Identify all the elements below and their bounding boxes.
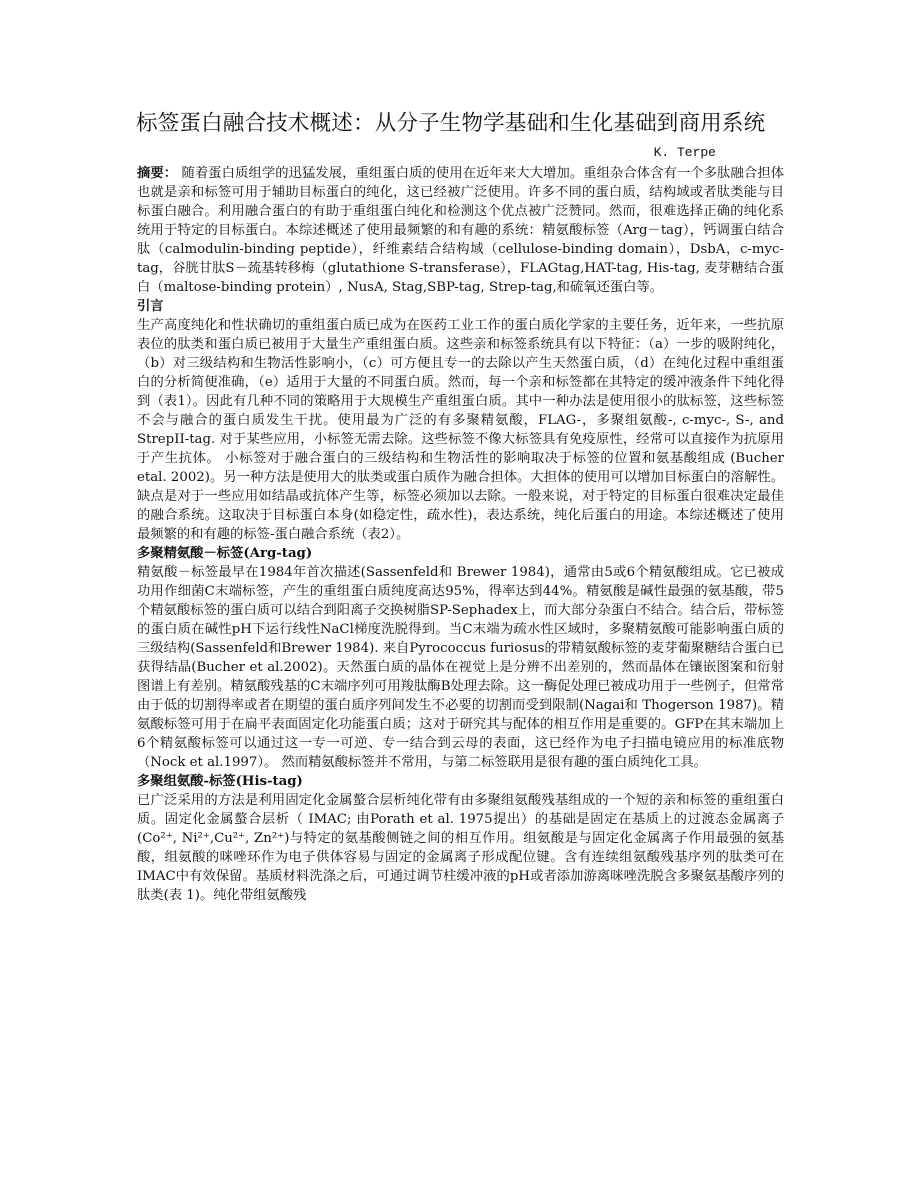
- intro-paragraph: 生产高度纯化和性状确切的重组蛋白质已成为在医药工业工作的蛋白质化学家的主要任务，近年来，一些抗原表位的肽类和蛋白质已被用于大量生产重组蛋白质。这些亲和标签系统具有以下特征：（a）一步的吸附纯化，（b）对三级结构和生物活性影响小，（c）可方便且专一的去除以产生天然蛋白质，（d）在纯化过程中重组蛋白的分析简便准确，（e）适用于大量的不同蛋白质。然而，每一个亲和标签都在其特定的缓冲液条件下纯化得到（表1）。因此有几种不同的策略用于大规模生产重组蛋白质。其中一种办法是使用很小的肽标签，这些标签不会与融合的蛋白质发生干扰。使用最为广泛的有多聚精氨酸，FLAG-，多聚组氨酸-, c-myc-, S-, and StrepII-tag. 对于某些应用，小标签无需去除。这些标签不像大标签具有免疫原性，经常可以直接作为抗原用于产生抗体。 小标签对于融合蛋白的三级结构和生物活性的影响取决于标签的位置和氨基酸组成 (Bucher etal. 2002)。另一种方法是使用大的肽类或蛋白质作为融合担体。大担体的使用可以增加目标蛋白的溶解性。缺点是对于一些应用如结晶或抗体产生等，标签必须加以去除。一般来说，对于特定的目标蛋白很难决定最佳的融合系统。这取决于目标蛋白本身(如稳定性，疏水性)，表达系统，纯化后蛋白的用途。本综述概述了使用最频繁的和有趣的标签-蛋白融合系统（表2）。: [137, 318, 784, 542]
- abstract-text: 随着蛋白质组学的迅猛发展，重组蛋白质的使用在近年来大大增加。重组杂合体含有一个多肽融合担体也就是亲和标签可用于辅助目标蛋白的纯化，这已经被广泛使用。许多不同的蛋白质，结构域或者肽类能与目标蛋白融合。利用融合蛋白的有助于重组蛋白纯化和检测这个优点被广泛赞同。然而，很难选择正确的纯化系统用于特定的目标蛋白。本综述概述了使用最频繁的和有趣的系统：精氨酸标签（Arg－tag），钙调蛋白结合肽（calmodulin-binding peptide），纤维素结合结构域（cellulose-binding domain），DsbA，c-myc-tag，谷胱甘肽S－巯基转移梅（glutathione S-transferase），FLAGtag,HAT-tag, His-tag, 麦芽糖结合蛋白（maltose-binding protein）, NusA, Stag,SBP-tag, Strep-tag,和硫氧还蛋白等。: [137, 166, 785, 295]
- arg-tag-heading: 多聚精氨酸－标签(Arg-tag): [137, 546, 313, 561]
- his-tag-heading: 多聚组氨酸-标签(His-tag): [137, 774, 303, 789]
- document-title: 标签蛋白融合技术概述：从分子生物学基础和生化基础到商用系统: [136, 111, 766, 136]
- abstract-label: 摘要：: [137, 166, 178, 181]
- abstract-paragraph: [137, 164, 784, 297]
- author-name: K. Terpe: [653, 145, 716, 160]
- arg-tag-paragraph: 精氨酸－标签最早在1984年首次描述(Sassenfeld和 Brewer 1984)，通常由5或6个精氨酸组成。它已被成功用作细菌C末端标签，产生的重组蛋白质纯度高达95%，得率达到44%。精氨酸是碱性最强的氨基酸，带5个精氨酸标签的蛋白质可以结合到阳离子交换树脂SP-Sephadex上，而大部分杂蛋白不结合。结合后，带标签的蛋白质在碱性pH下运行线性NaCl梯度洗脱得到。当C末端为疏水性区域时，多聚精氨酸可能影响蛋白质的三级结构(Sassenfeld和Brewer 1984). 来自Pyrococcus furiosus的带精氨酸标签的麦芽葡聚糖结合蛋白已获得结晶(Bucher et al.2002)。天然蛋白质的晶体在视觉上是分辨不出差别的，然而晶体在镶嵌图案和衍射图谱上有差别。精氨酸残基的C末端序列可用羧肽酶B处理去除。这一酶促处理已被成功用于一些例子，但常常由于低的切割得率或者在期望的蛋白质序列间发生不必要的切割而受到限制(Nagai和 Thogerson 1987)。精氨酸标签可用于在扁平表面固定化功能蛋白质；这对于研究其与配体的相互作用是重要的。GFP在其末端加上6个精氨酸标签可以通过这一专一可逆、专一结合到云母的表面，这已经作为电子扫描电镜应用的标准底物（Nock et al.1997）。 然而精氨酸标签并不常用，与第二标签联用是很有趣的蛋白质纯化工具。: [137, 565, 784, 770]
- intro-heading: 引言: [137, 299, 164, 314]
- document-page: [137, 106, 784, 905]
- his-tag-paragraph: 已广泛采用的方法是利用固定化金属螯合层析纯化带有由多聚组氨酸残基组成的一个短的亲和标签的重组蛋白质。固定化金属螯合层析（ IMAC; 由Porath et al. 1975提出）的基础是固定在基质上的过渡态金属离子(Co²⁺, Ni²⁺,Cu²⁺, Zn²⁺)与特定的氨基酸侧链之间的相互作用。组氨酸是与固定化金属离子作用最强的氨基酸，组氨酸的咪唑环作为电子供体容易与固定的金属离子形成配位键。含有连续组氨酸残基序列的肽类可在IMAC中有效保留。基质材料洗涤之后，可通过调节柱缓冲液的pH或者添加游离咪唑洗脱含多聚氨基酸序列的肽类(表 1)。纯化带组氨酸残: [137, 793, 784, 903]
